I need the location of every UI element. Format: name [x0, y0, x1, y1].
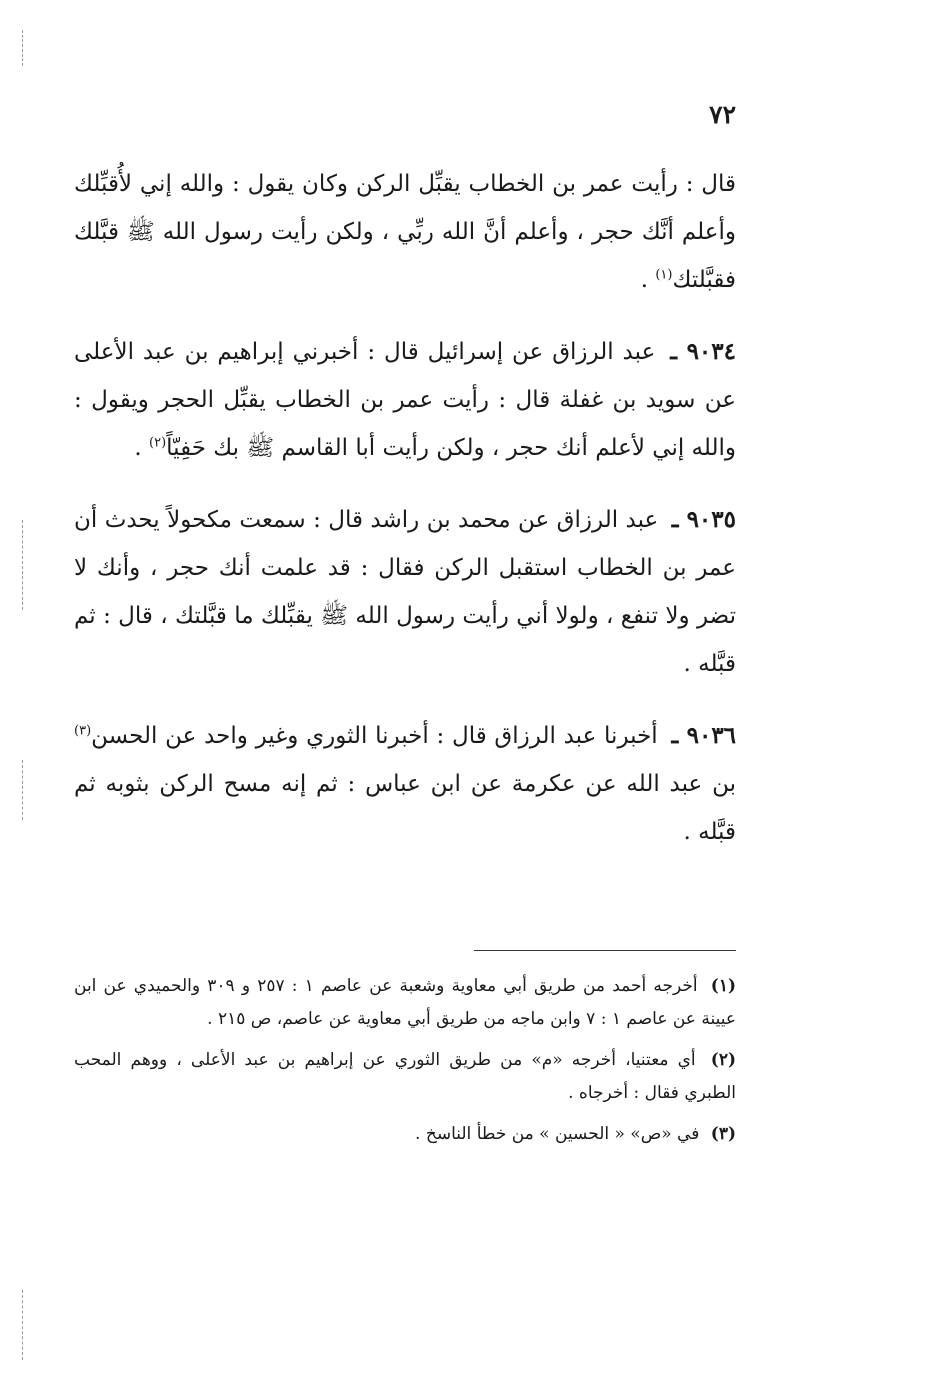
margin-tick — [22, 520, 23, 610]
footnote-text: في «ص» « الحسين » من خطأ الناسخ . — [415, 1124, 700, 1144]
paragraph-text: عبد الرزاق عن محمد بن راشد قال : سمعت مكحولاً يحدث أن عمر بن الخطاب استقبل الركن فقال : قد علمت أنك حجر ، وأنك لا تضر ولا تنفع ، ولولا أني رأيت رسول الله ﷺ يقبِّلك ما قبَّلتك ، قال : ثم قبَّله . — [74, 507, 736, 677]
paragraph-text: أخبرنا عبد الرزاق قال : أخبرنا الثوري وغير واحد عن الحسن — [91, 723, 658, 749]
paragraph-tail: . — [134, 435, 149, 461]
paragraph-text: قال : رأيت عمر بن الخطاب يقبِّل الركن وكان يقول : والله إني لأُقبِّلك وأعلم أنَّك حجر ، وأعلم أنَّ الله ربِّي ، ولكن رأيت رسول الله ﷺ قبَّلك فقبَّلتك — [74, 171, 736, 293]
footnote-text: أي معتنيا، أخرجه «م» من طريق الثوري عن إبراهيم بن عبد الأعلى ، ووهم المحب الطبري فقال : أخرجاه . — [74, 1050, 736, 1103]
footnote-number: (٢) — [710, 1050, 737, 1070]
paragraph — [74, 160, 736, 304]
paragraph-tail: . — [640, 267, 656, 293]
scan-margin-marks — [0, 0, 40, 1373]
hadith-number: ٩٠٣٦ ـ — [671, 722, 737, 749]
margin-tick — [22, 1290, 23, 1360]
hadith-number: ٩٠٣٤ ـ — [670, 338, 736, 365]
footnote-text: أخرجه أحمد من طريق أبي معاوية وشعبة عن عاصم ١ : ٢٥٧ و ٣٠٩ والحميدي عن ابن عيينة عن عاصم ١ : ٧ وابن ماجه من طريق أبي معاوية عن عاصم، ص ٢١٥ . — [74, 976, 736, 1029]
footnote — [74, 970, 736, 1036]
main-text — [74, 160, 736, 880]
hadith-paragraph — [74, 496, 736, 688]
margin-tick — [22, 30, 23, 66]
paragraph-tail: بن عبد الله عن عكرمة عن ابن عباس : ثم إنه مسح الركن بثوبه ثم قبَّله . — [74, 771, 736, 845]
hadith-number: ٩٠٣٥ ـ — [671, 506, 736, 533]
margin-tick — [22, 760, 23, 820]
hadith-paragraph — [74, 328, 736, 472]
footnote-number: (١) — [710, 976, 736, 996]
footnote-ref: (٣) — [74, 723, 92, 739]
footnote-number: (٣) — [710, 1124, 736, 1144]
footnote-ref: (٢) — [149, 435, 167, 451]
footnotes — [74, 970, 736, 1159]
page-number: ٧٢ — [709, 100, 736, 129]
hadith-paragraph — [74, 712, 736, 856]
footnote — [74, 1118, 736, 1151]
footnote-ref: (١) — [655, 267, 673, 283]
paragraph-text: عبد الرزاق عن إسرائيل قال : أخبرني إبراهيم بن عبد الأعلى عن سويد بن غفلة قال : رأيت عمر بن الخطاب يقبِّل الحجر ويقول : والله إني لأعلم أنك حجر ، ولكن رأيت أبا القاسم ﷺ بك حَفِيّاً — [74, 339, 736, 461]
footnote — [74, 1044, 736, 1110]
footnote-separator — [474, 950, 736, 951]
